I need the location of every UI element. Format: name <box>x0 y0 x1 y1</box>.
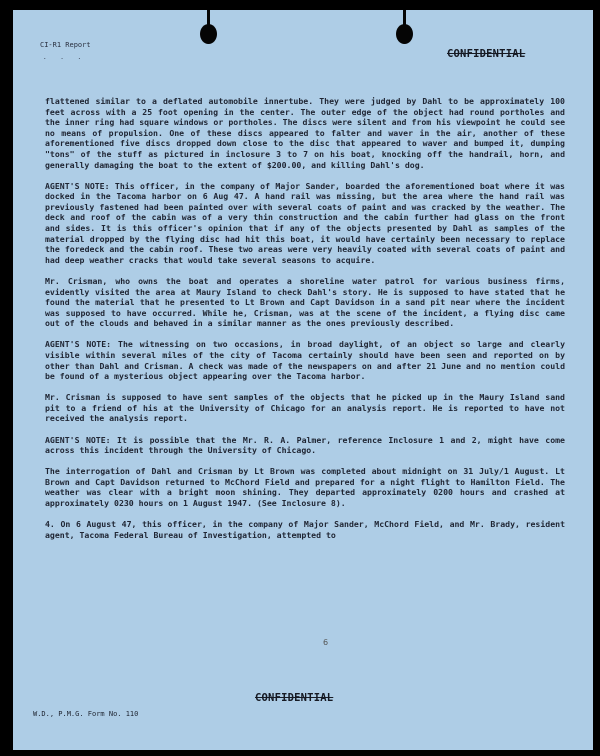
punch-hole <box>200 24 217 44</box>
header-dots: . . . <box>43 54 87 61</box>
paragraph-agent-note-witness: AGENT'S NOTE: The witnessing on two occasions, in broad daylight, of an object so large and clearly visible within several miles of the city of Tacoma certainly should have been seen and reported on by other than Dahl and Crisman. A check was made of the newspapers on and after 21 June and no mention could be found of a mysterious object appearing over the Tacoma harbor. <box>45 339 565 382</box>
margin-mark: 6 <box>323 638 329 647</box>
paragraph-item-4: 4. On 6 August 47, this officer, in the company of Major Sander, McChord Field, and Mr. Brady, resident agent, Tacoma Federal Bureau of Investigation, attempted to <box>45 519 565 540</box>
paragraph-agent-note-boat: AGENT'S NOTE: This officer, in the company of Major Sander, boarded the aforementioned boat where it was docked in the Tacoma harbor on 6 Aug 47. A hand rail was missing, but the area where the hand rail was previously fastened had been painted over with several coats of paint and was cracked by the weather. The deck and roof of the cabin was of a very thin construction and the cabin further had glass on the front and sides. It is this officer's opinion that if any of the objects presented by Dahl as samples of the material dropped by the flying disc had hit this boat, it would have certainly been necessary to replace the foredeck and the cabin roof. These two areas were very heavily coated with several coats of paint and had deep weather cracks that would take several seasons to acquire. <box>45 180 565 265</box>
paragraph-crisman: Mr. Crisman, who owns the boat and operates a shoreline water patrol for various business firms, evidently visited the area at Maury Island to check Dahl's story. He is supposed to have stated that he found the material that he presented to Lt Brown and Capt Davidson in a sand pit near where the incident was supposed to have occurred. While he, Crisman, was at the scene of the incident, a flying disc came out of the clouds and behaved in a similar manner as the ones previously described. <box>45 275 565 329</box>
paragraph-samples: Mr. Crisman is supposed to have sent samples of the objects that he picked up in the Maury Island sand pit to a friend of his at the University of Chicago for an analysis report. He is reported to have not received the analysis report. <box>45 392 565 424</box>
classification-header: CONFIDENTIAL <box>447 48 526 60</box>
document-body <box>45 96 565 551</box>
paragraph-agent-note-palmer: AGENT'S NOTE: It is possible that the Mr. R. A. Palmer, reference Inclosure 1 and 2, might have come across this incident through the University of Chicago. <box>45 434 565 456</box>
document-page <box>13 10 593 750</box>
report-reference: CI-R1 Report <box>40 41 91 49</box>
classification-footer: CONFIDENTIAL <box>255 692 334 704</box>
form-number: W.D., P.M.G. Form No. 110 <box>33 710 139 718</box>
paragraph-interrogation: The interrogation of Dahl and Crisman by Lt Brown was completed about midnight on 31 July/1 August. Lt Brown and Capt Davidson returned to McChord Field and prepared for a night flight to Hamilton Field. The weather was clear with a bright moon shining. They departed approximately 0200 hours and crashed at approximately 0230 hours on 1 August 1947. (See Inclosure 8). <box>45 466 565 508</box>
paragraph-dahl-account: flattened similar to a deflated automobile innertube. They were judged by Dahl to be approximately 100 feet across with a 25 foot opening in the center. The outer edge of the object had round portholes and the inner ring had square windows or portholes. The discs were silent and from his viewpoint he could see no means of propulsion. One of these discs appeared to falter and waver in the air, another of these aforementioned five discs dropped down close to the disc that appeared to waver and bumped it, dumping "tons" of the stuff as pictured in inclosure 3 to 7 on his boat, knocking off the handrail, horn, and generally damaging the boat to the extent of $200.00, and killing Dahl's dog. <box>45 96 565 170</box>
punch-hole <box>396 24 413 44</box>
